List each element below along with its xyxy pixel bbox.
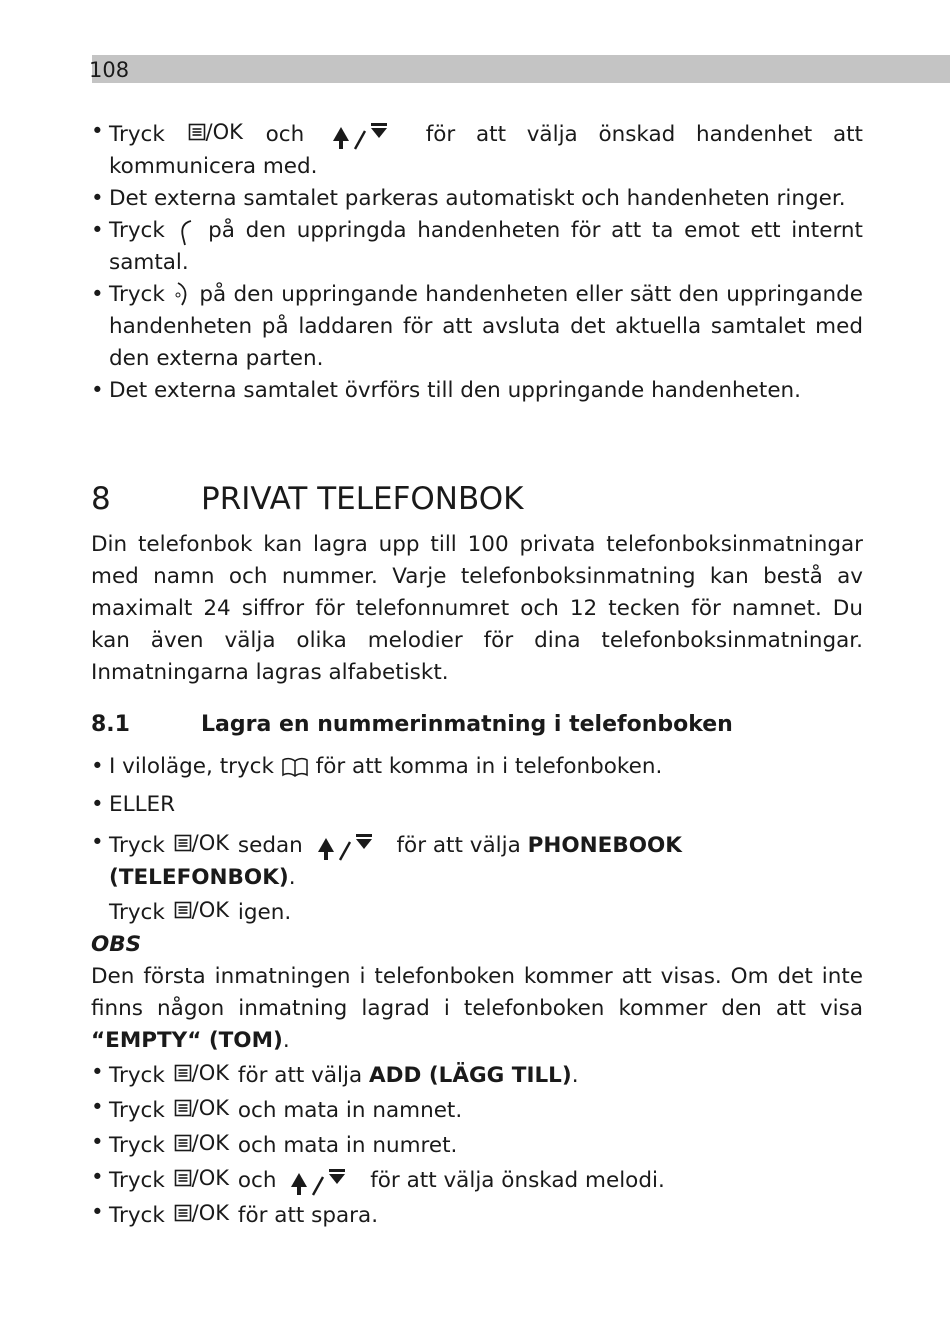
talk-handset-icon (175, 215, 197, 247)
text: Tryck (109, 1063, 165, 1088)
page-number: 108 (89, 58, 130, 82)
text: på den uppringda handenheten för att ta emot ett internt samtal. (109, 218, 863, 275)
menu-ok-key (174, 827, 229, 859)
subsection-heading (91, 709, 863, 741)
text: igen. (237, 900, 292, 925)
menu-ok-key (174, 1127, 229, 1159)
text: . (288, 865, 296, 890)
text: på den uppringande handenheten eller sätt den uppringande handenheten på laddaren för att avsluta det aktuella samtalet med den externa parten. (109, 282, 863, 371)
list-item (91, 1127, 863, 1162)
text: Tryck (109, 218, 165, 243)
list-item (91, 789, 863, 821)
phonebook-icon (281, 756, 309, 778)
menu-list-icon (174, 1204, 192, 1222)
section-paragraph: Din telefonbok kan lagra upp till 100 privata telefonboksinmatningar med namn och nummer. Varje telefonboksinmatning kan bestå av maximalt 24 siffror för telefonnumret och 12 tecken för namnet. Du kan även välja olika melodier för dina telefonboksinmatningar. Inmatningarna lagras alfabetiskt. (91, 532, 863, 685)
text: Tryck (109, 122, 165, 147)
section-number: 8 (91, 481, 111, 517)
text: Tryck (109, 1203, 165, 1228)
ok-label: /OK (191, 1096, 230, 1120)
text: för att välja (396, 833, 521, 858)
text: ELLER (109, 792, 176, 817)
list-item (91, 1057, 863, 1092)
menu-ok-key (174, 1092, 229, 1124)
text: för att välja önskad handenhet att kommunicera med. (109, 122, 863, 179)
ok-label: /OK (191, 1131, 230, 1155)
text: för att spara. (237, 1203, 379, 1228)
ok-label: /OK (191, 1201, 230, 1225)
note-label: OBS (91, 932, 142, 957)
text: för att välja (237, 1063, 363, 1088)
text: Det externa samtalet parkeras automatiskt och handenheten ringer. (109, 186, 846, 211)
text: Tryck (109, 1168, 165, 1193)
page-content (91, 116, 863, 1232)
text: Tryck (109, 1098, 165, 1123)
menu-ok-key (188, 116, 243, 148)
text: Den första inmatningen i telefonboken kommer att visas. Om det inte finns någon inmatning lagrad i telefonboken kommer den att visa (91, 964, 863, 1021)
menu-list-icon (174, 1134, 192, 1152)
text: för att komma in i telefonboken. (315, 754, 663, 779)
ok-label: /OK (191, 831, 230, 855)
text: . (282, 1028, 290, 1053)
up-down-arrows-icon (291, 1165, 355, 1197)
up-down-arrows-icon (318, 830, 382, 862)
text: Tryck (109, 900, 165, 925)
menu-option-label: ADD (LÄGG TILL) (369, 1063, 572, 1088)
text: sedan (237, 833, 303, 858)
text: Det externa samtalet övrförs till den uppringande handenheten. (109, 378, 802, 403)
end-call-icon (172, 279, 192, 311)
menu-ok-key (174, 894, 229, 926)
list-item (91, 827, 863, 929)
menu-list-icon (174, 901, 192, 919)
display-text: “EMPTY“ (TOM) (91, 1028, 283, 1053)
ok-label: /OK (205, 120, 243, 144)
menu-ok-key (174, 1197, 229, 1229)
text: Tryck (109, 282, 165, 307)
subsection-title: Lagra en nummerinmatning i telefonboken (201, 712, 733, 737)
list-item (91, 279, 863, 375)
subsection-number: 8.1 (91, 712, 130, 737)
text: . (571, 1063, 579, 1088)
section-heading (91, 479, 863, 519)
text: och mata in numret. (237, 1133, 458, 1158)
menu-list-icon (174, 1169, 192, 1187)
text: Tryck (109, 1133, 165, 1158)
menu-option-label: PHONEBOOK (TELEFONBOK) (109, 833, 682, 890)
ok-label: /OK (191, 898, 230, 922)
text: I viloläge, tryck (109, 754, 274, 779)
list-item (91, 116, 863, 183)
section-title: PRIVAT TELEFONBOK (201, 481, 524, 517)
list-item (91, 215, 863, 279)
note-text (91, 961, 863, 1057)
ok-label: /OK (191, 1166, 230, 1190)
list-item (91, 1162, 863, 1197)
menu-list-icon (174, 1099, 192, 1117)
menu-list-icon (174, 834, 192, 852)
text: och (265, 122, 305, 147)
menu-list-icon (188, 123, 206, 141)
list-item (91, 375, 863, 407)
list-item (91, 1197, 863, 1232)
text: Tryck (109, 833, 165, 858)
text: och mata in namnet. (237, 1098, 463, 1123)
list-item (91, 751, 863, 783)
list-item (91, 1092, 863, 1127)
ok-label: /OK (191, 1061, 230, 1085)
menu-ok-key (174, 1162, 229, 1194)
text: och (237, 1168, 277, 1193)
list-item (91, 183, 863, 215)
up-down-arrows-icon (333, 119, 397, 151)
text: för att välja önskad melodi. (370, 1168, 665, 1193)
header-bar (92, 55, 950, 83)
menu-ok-key (174, 1057, 229, 1089)
menu-list-icon (174, 1064, 192, 1082)
